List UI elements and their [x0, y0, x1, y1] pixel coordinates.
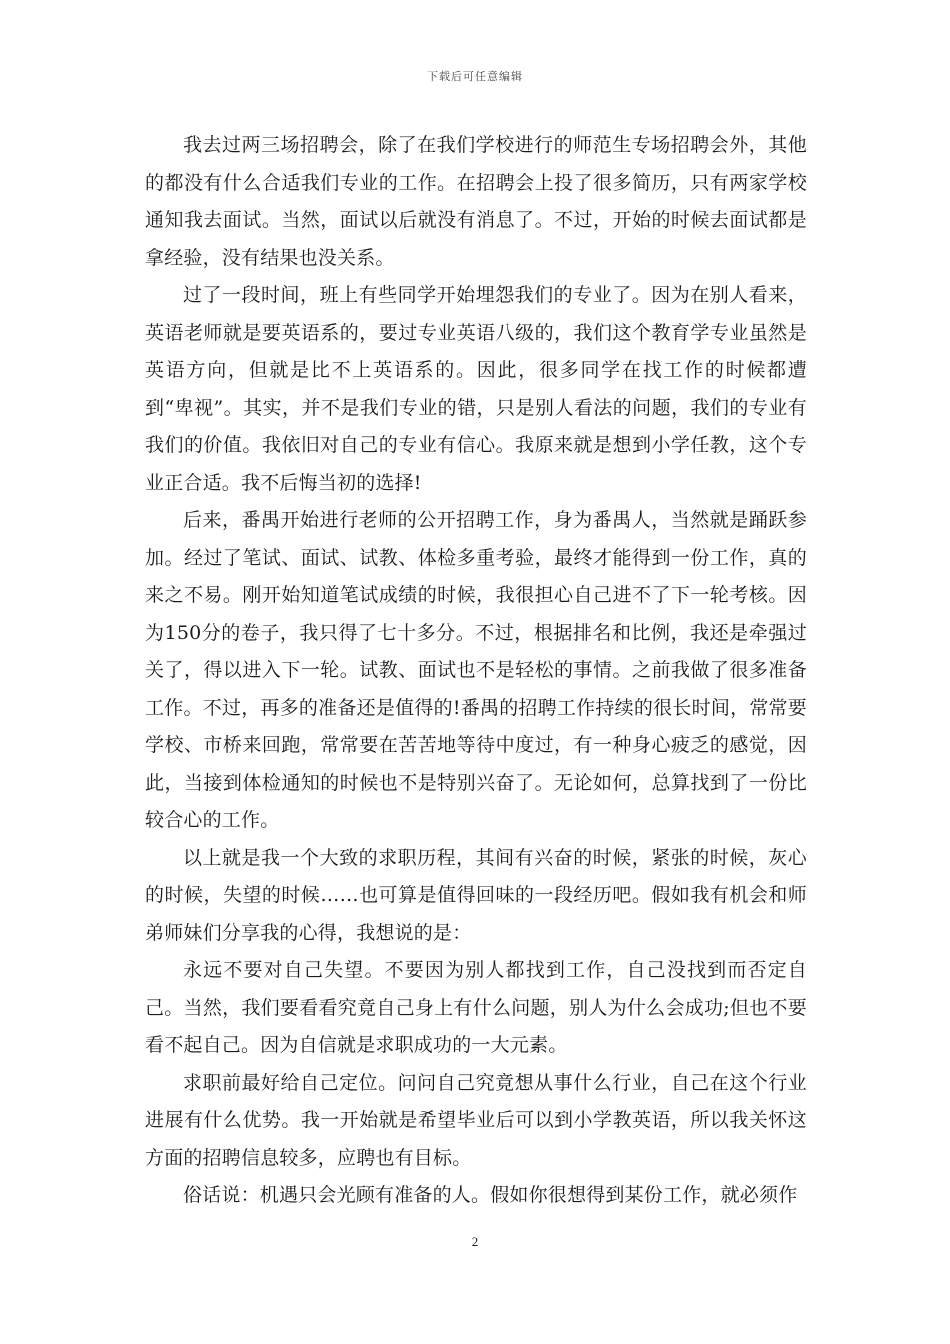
paragraph: 永远不要对自己失望。不要因为别人都找到工作，自己没找到而否定自己。当然，我们要看看究竟自己身上有什么问题，别人为什么会成功;但也不要看不起自己。因为自信就是求职成功的一大元素。	[145, 959, 807, 1056]
page-header: 下载后可任意编辑	[427, 70, 523, 83]
paragraph: 求职前最好给自己定位。问问自己究竟想从事什么行业，自己在这个行业进展有什么优势。我一开始就是希望毕业后可以到小学教英语，所以我关怀这方面的招聘信息较多，应聘也有目标。	[145, 1071, 807, 1169]
paragraph: 俗话说：机遇只会光顾有准备的人。假如你很想得到某份工作，就必须作	[183, 1184, 798, 1206]
page-number: 2	[471, 1234, 479, 1249]
paragraph: 过了一段时间，班上有些同学开始埋怨我们的专业了。因为在别人看来，英语老师就是要英语系的，要过专业英语八级的，我们这个教育学专业虽然是英语方向，但就是比不上英语系的。因此，很多同学在找工作的时候都遭到“卑视”。其实，并不是我们专业的错，只是别人看法的问题，我们的专业有我们的价值。我依旧对自己的专业有信心。我原来就是想到小学任教，这个专业正合适。我不后悔当初的选择!	[145, 284, 807, 494]
paragraph: 后来，番禺开始进行老师的公开招聘工作，身为番禺人，当然就是踊跃参加。经过了笔试、面试、试教、体检多重考验，最终才能得到一份工作，真的来之不易。刚开始知道笔试成绩的时候，我很担心自己进不了下一轮考核。因为150分的卷子，我只得了七十多分。不过，根据排名和比例，我还是牵强过关了，得以进入下一轮。试教、面试也不是轻松的事情。之前我做了很多准备工作。不过，再多的准备还是值得的!番禺的招聘工作持续的很长时间，常常要学校、市桥来回跑，常常要在苦苦地等待中度过，有一种身心疲乏的感觉，因此，当接到体检通知的时候也不是特别兴奋了。无论如何，总算找到了一份比较合心的工作。	[145, 509, 807, 831]
paragraph: 以上就是我一个大致的求职历程，其间有兴奋的时候，紧张的时候，灰心的时候，失望的时候……也可算是值得回味的一段经历吧。假如我有机会和师弟师妹们分享我的心得，我想说的是：	[145, 846, 807, 944]
document-body	[145, 127, 807, 1215]
paragraph: 我去过两三场招聘会，除了在我们学校进行的师范生专场招聘会外，其他的都没有什么合适我们专业的工作。在招聘会上投了很多简历，只有两家学校通知我去面试。当然，面试以后就没有消息了。不过，开始的时候去面试都是拿经验，没有结果也没关系。	[145, 134, 807, 269]
